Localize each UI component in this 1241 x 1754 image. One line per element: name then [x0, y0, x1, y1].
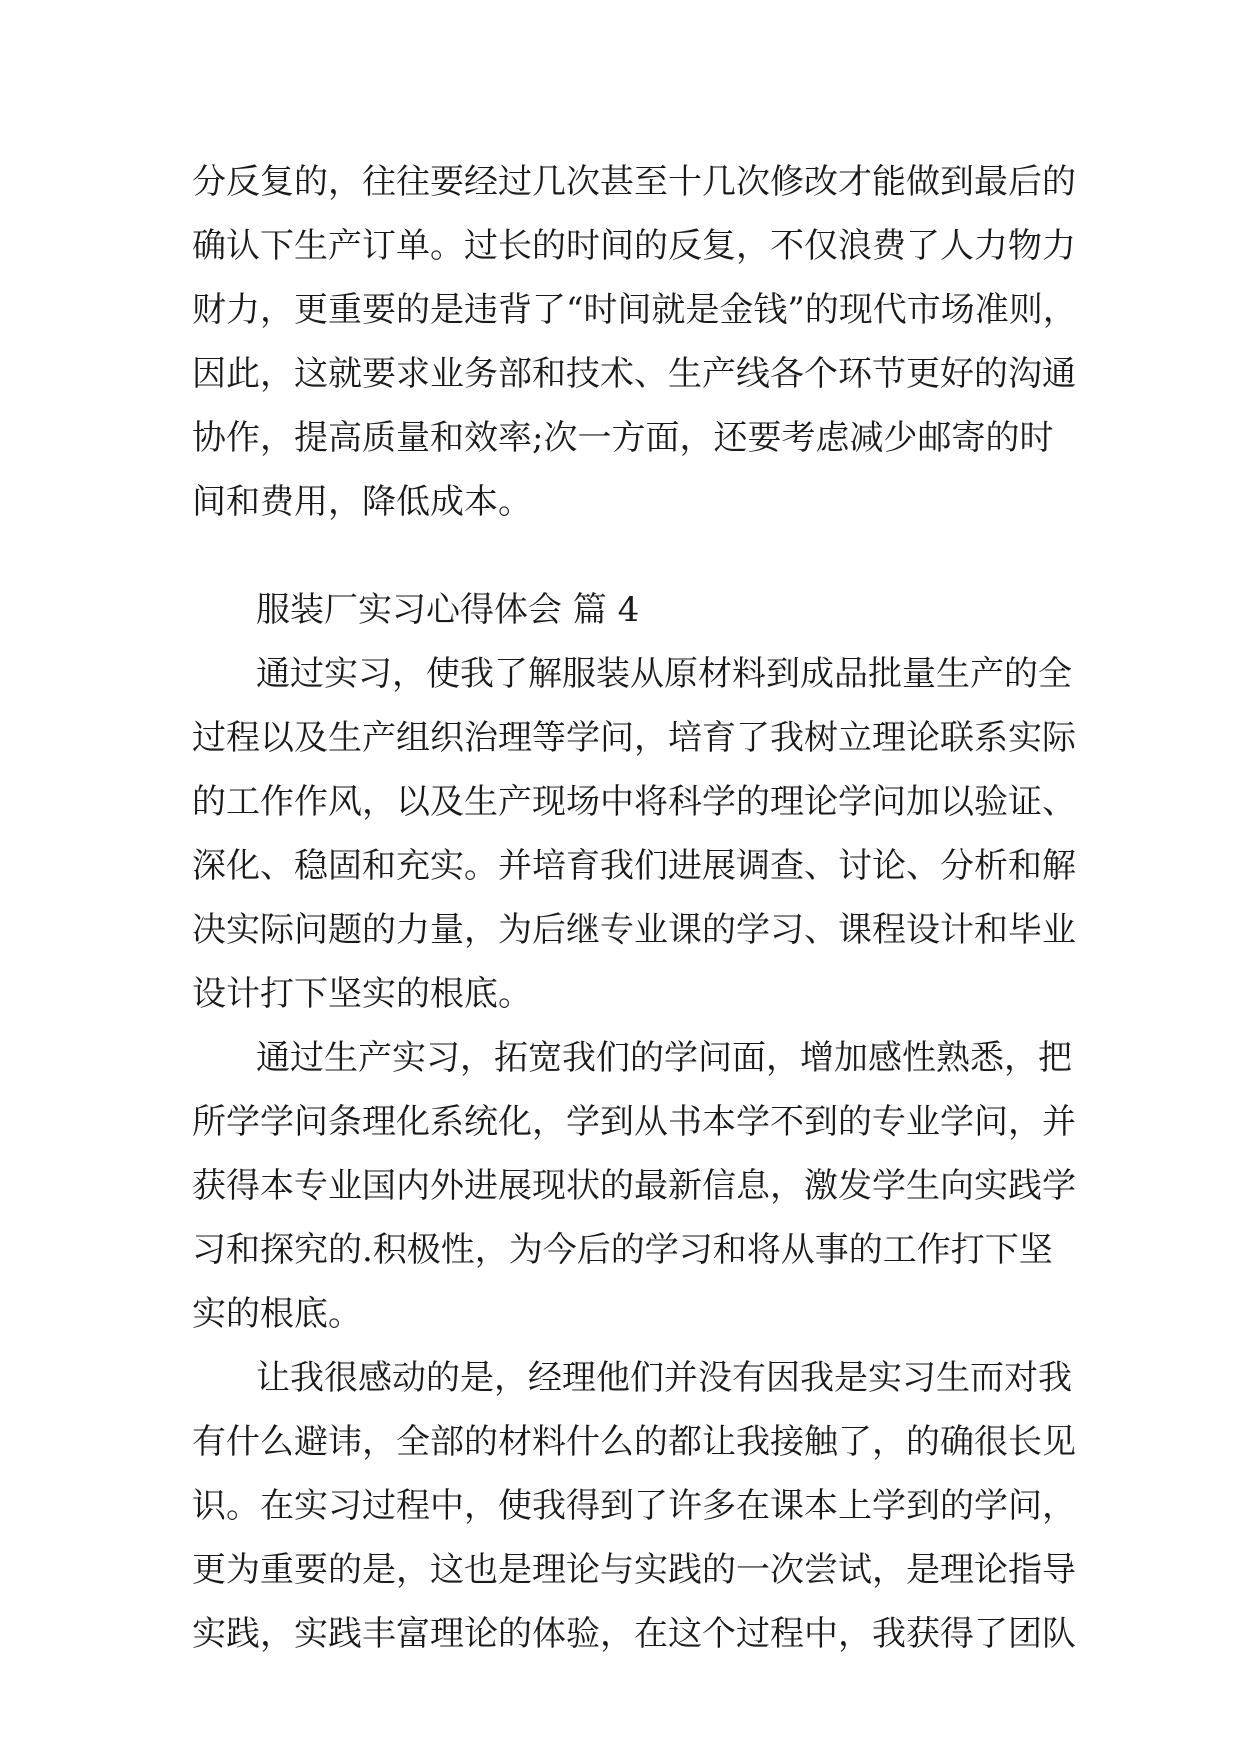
paragraph-4-line-1: 让我很感动的是，经理他们并没有因我是实习生而对我 — [256, 1358, 1072, 1398]
section-heading: 服装厂实习心得体会 篇 4 — [256, 590, 640, 630]
paragraph-3-line-2: 所学学问条理化系统化，学到从书本学不到的专业学问，并 — [192, 1102, 1076, 1142]
paragraph-2-line-1: 通过实习，使我了解服装从原材料到成品批量生产的全 — [256, 654, 1072, 694]
paragraph-1-line-1: 分反复的，往往要经过几次甚至十几次修改才能做到最后的 — [192, 162, 1076, 202]
paragraph-4-line-3: 识。在实习过程中，使我得到了许多在课本上学到的学问， — [192, 1486, 1076, 1526]
paragraph-3-line-1: 通过生产实习，拓宽我们的学问面，增加感性熟悉，把 — [256, 1038, 1072, 1078]
paragraph-1-line-3: 财力，更重要的是违背了“时间就是金钱”的现代市场准则， — [192, 290, 1077, 330]
paragraph-4-line-5: 实践，实践丰富理论的体验，在这个过程中，我获得了团队 — [192, 1614, 1076, 1654]
paragraph-2-line-2: 过程以及生产组织治理等学问，培育了我树立理论联系实际 — [192, 718, 1076, 758]
paragraph-2-line-4: 深化、稳固和充实。并培育我们进展调查、讨论、分析和解 — [192, 846, 1076, 886]
paragraph-3-line-4: 习和探究的.积极性，为今后的学习和将从事的工作打下坚 — [192, 1230, 1053, 1270]
paragraph-3-line-3: 获得本专业国内外进展现状的最新信息，激发学生向实践学 — [192, 1166, 1076, 1206]
paragraph-4-line-2: 有什么避讳，全部的材料什么的都让我接触了，的确很长见 — [192, 1422, 1076, 1462]
paragraph-1-line-6: 间和费用，降低成本。 — [192, 482, 532, 522]
paragraph-1-line-2: 确认下生产订单。过长的时间的反复，不仅浪费了人力物力 — [192, 226, 1076, 266]
paragraph-4-line-4: 更为重要的是，这也是理论与实践的一次尝试，是理论指导 — [192, 1550, 1076, 1590]
paragraph-3-line-5: 实的根底。 — [192, 1294, 362, 1334]
paragraph-1-line-5: 协作，提高质量和效率;次一方面，还要考虑减少邮寄的时 — [192, 418, 1054, 458]
paragraph-1-line-4: 因此，这就要求业务部和技术、生产线各个环节更好的沟通 — [192, 354, 1076, 394]
paragraph-2-line-3: 的工作作风，以及生产现场中将科学的理论学问加以验证、 — [192, 782, 1076, 822]
paragraph-2-line-5: 决实际问题的力量，为后继专业课的学习、课程设计和毕业 — [192, 910, 1076, 950]
paragraph-2-line-6: 设计打下坚实的根底。 — [192, 974, 532, 1014]
